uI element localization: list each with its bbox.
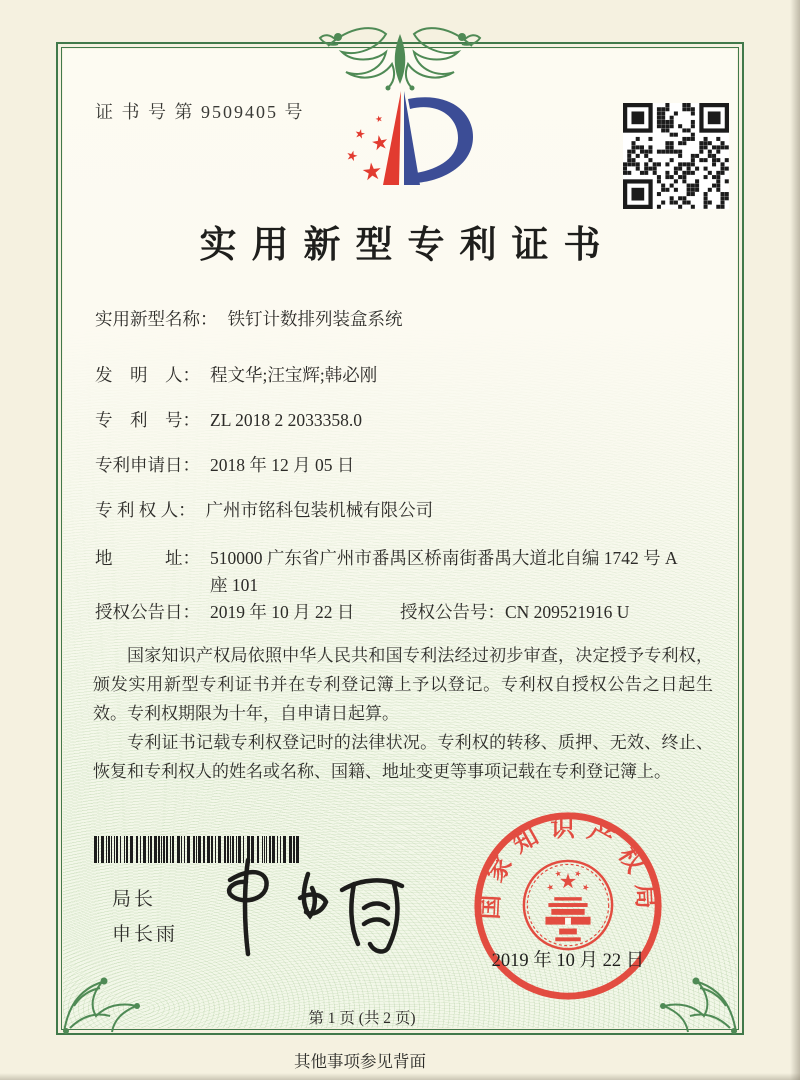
field-patent-number	[95, 407, 715, 434]
field-inventors	[95, 362, 715, 389]
back-side-note: 其他事项参见背面	[294, 1052, 426, 1071]
field-value: 510000 广东省广州市番禺区桥南街番禺大道北自编 1742 号 A 座 101	[210, 548, 677, 595]
grant-date-value: 2019 年 10 月 22 日	[210, 602, 355, 622]
field-utility-model-name	[95, 306, 715, 333]
field-grant-row	[95, 599, 715, 626]
grant-number-pair	[400, 599, 629, 626]
legal-paragraph-2: 专利证书记载专利权登记时的法律状况。专利权的转移、质押、无效、终止、恢复和专利权人的姓名或名称、国籍、地址变更等事项记载在专利登记簿上。	[93, 733, 713, 781]
certificate-title: 实用新型专利证书	[199, 225, 616, 266]
field-value: 程文华;汪宝辉;韩必刚	[210, 365, 378, 385]
scan-edge-shadow	[0, 1073, 800, 1080]
cnipa-patent-logo-icon	[327, 84, 483, 204]
field-address	[95, 545, 715, 599]
field-label: 专 利 权 人：	[95, 500, 196, 520]
field-value: ZL 2018 2 2033358.0	[210, 410, 362, 430]
grant-number-value: CN 209521916 U	[505, 602, 630, 622]
grant-number-label: 授权公告号：	[400, 602, 505, 622]
official-seal-icon	[470, 808, 666, 1004]
qr-code-icon	[623, 103, 729, 209]
field-label: 专 利 号：	[95, 410, 200, 430]
field-filing-date	[95, 452, 715, 479]
legal-paragraph-1: 国家知识产权局依照中华人民共和国专利法经过初步审查，决定授予专利权，颁发实用新型专利证书并在专利登记簿上予以登记。专利权自授权公告之日起生效。专利权期限为十年，自申请日起算。	[93, 646, 713, 723]
field-patentee	[95, 497, 715, 524]
field-label: 发 明 人：	[95, 365, 200, 385]
field-label: 地 址：	[95, 548, 200, 568]
scan-edge-shadow	[790, 0, 800, 1080]
certificate-number: 证 书 号 第 9509405 号	[95, 102, 305, 122]
handwritten-signature-icon	[212, 850, 412, 962]
grant-date-label: 授权公告日：	[95, 602, 200, 622]
seal-arc-text: 国家知识产权局	[476, 814, 660, 921]
field-label: 实用新型名称：	[95, 309, 218, 329]
field-value: 铁钉计数排列装盒系统	[227, 309, 403, 329]
commissioner-title: 局长	[112, 889, 157, 910]
field-value: 广州市铭科包装机械有限公司	[205, 500, 434, 520]
legal-text-block	[93, 641, 713, 786]
field-value: 2018 年 12 月 05 日	[210, 455, 355, 475]
page-number: 第 1 页 (共 2 页)	[308, 1010, 416, 1027]
seal-date: 2019 年 10 月 22 日	[491, 951, 645, 971]
bottom-left-flourish-icon	[60, 972, 148, 1036]
commissioner-name: 申长雨	[112, 924, 179, 945]
field-label: 专利申请日：	[95, 455, 200, 475]
